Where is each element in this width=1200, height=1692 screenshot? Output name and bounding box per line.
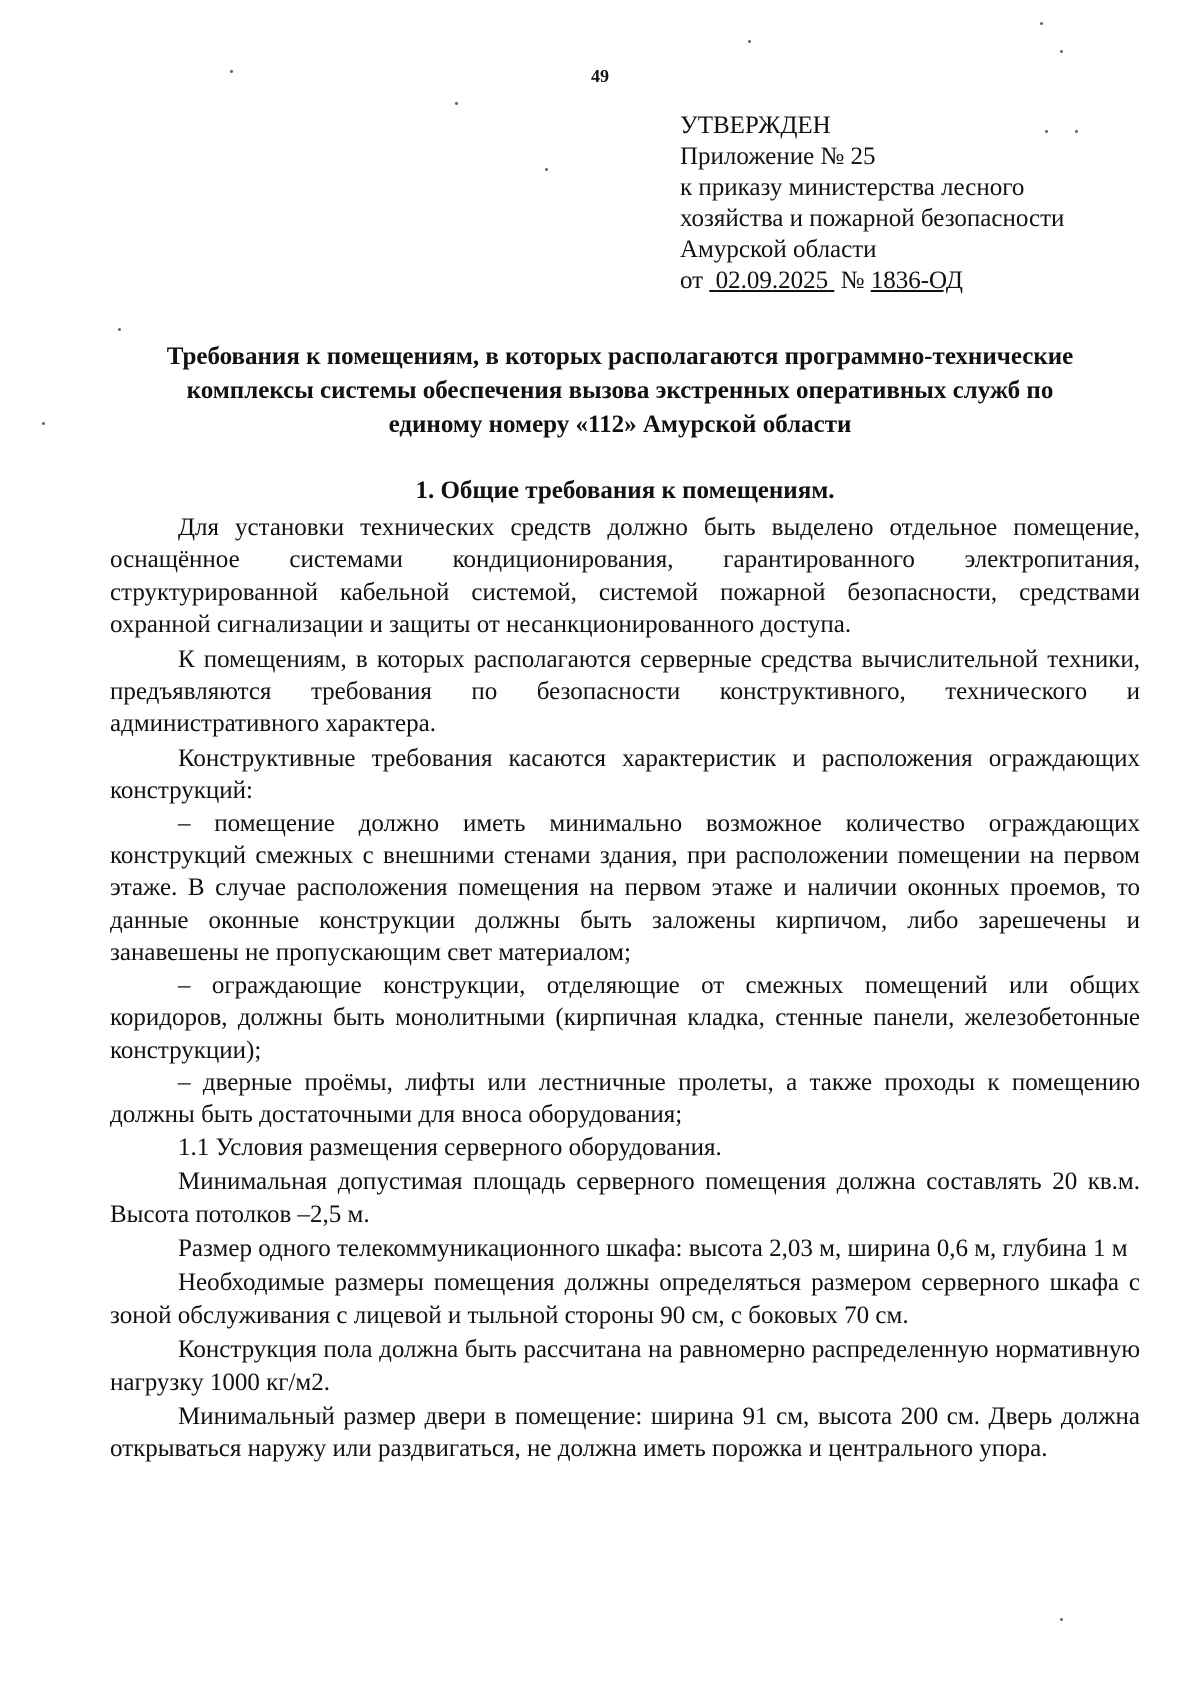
approval-number-label: № [834, 267, 871, 294]
approval-number: 1836-ОД [870, 267, 963, 294]
paragraph: Для установки технических средств должно быть выделено отдельное помещение, оснащённое системами кондиционирования, гарантированного электропитания, структурированной кабельной системой, системой пожарной безопасности, средствами охранной сигнализации и защиты от несанкционированного доступа. [110, 514, 1140, 639]
approval-prefix: от [680, 267, 710, 294]
scan-speck [1045, 130, 1048, 133]
paragraph: – дверные проёмы, лифты или лестничные пролеты, а также проходы к помещению должны быть достаточными для вноса оборудования; [110, 1068, 1140, 1129]
scan-speck [1040, 22, 1043, 25]
paragraph: К помещениям, в которых располагаются серверные средства вычислительной техники, предъявляются требования по безопасности конструктивного, технического и административного характера. [110, 645, 1140, 738]
title-line: комплексы системы обеспечения вызова экстренных оперативных служб по [186, 377, 1054, 404]
document-title [100, 340, 1140, 442]
approval-line: Амурской области [680, 236, 877, 263]
scan-speck [118, 328, 121, 331]
approval-block [680, 110, 1140, 296]
paragraph: Минимальная допустимая площадь серверного помещения должна составлять 20 кв.м. Высота потолков –2,5 м. [110, 1168, 1140, 1228]
scan-speck [230, 70, 233, 73]
section-heading: 1. Общие требования к помещениям. [415, 477, 835, 504]
approval-date-line [680, 265, 1140, 296]
scan-speck [455, 102, 458, 105]
approval-line: УТВЕРЖДЕН [680, 112, 831, 139]
page-number: 49 [591, 66, 609, 86]
title-line: единому номеру «112» Амурской области [388, 411, 852, 438]
scan-speck [1060, 1618, 1063, 1621]
document-body [110, 512, 1140, 1466]
approval-line: Приложение № 25 [680, 143, 876, 170]
paragraph: Конструкция пола должна быть рассчитана на равномерно распределенную нормативную нагрузку 1000 кг/м2. [110, 1336, 1140, 1396]
scan-speck [1075, 130, 1078, 133]
paragraph: Необходимые размеры помещения должны определяться размером серверного шкафа с зоной обслуживания с лицевой и тыльной стороны 90 см, с боковых 70 см. [110, 1269, 1140, 1329]
approval-line: хозяйства и пожарной безопасности [680, 205, 1065, 232]
scan-speck [545, 168, 548, 171]
scan-speck [42, 422, 45, 425]
paragraph: Минимальный размер двери в помещение: ширина 91 см, высота 200 см. Дверь должна открываться наружу или раздвигаться, не должна иметь порожка и центрального упора. [110, 1402, 1140, 1463]
approval-date: 02.09.2025 [715, 267, 829, 294]
scan-speck [748, 40, 751, 43]
approval-line: к приказу министерства лесного [680, 174, 1025, 201]
paragraph: 1.1 Условия размещения серверного оборудования. [178, 1133, 722, 1161]
paragraph: Размер одного телекоммуникационного шкафа: высота 2,03 м, ширина 0,6 м, глубина 1 м [178, 1234, 1128, 1262]
scan-speck [1060, 50, 1063, 53]
paragraph: – помещение должно иметь минимально возможное количество ограждающих конструкций смежных с внешними стенами здания, при расположении помещении на первом этаже. В случае расположения помещения на первом этаже и наличии оконных проемов, то данные оконные конструкции должны быть заложены кирпичом, либо зарешечены и занавешены не пропускающим свет материалом; [110, 809, 1140, 967]
paragraph: – ограждающие конструкции, отделяющие от смежных помещений или общих коридоров, должны быть монолитными (кирпичная кладка, стенные панели, железобетонные конструкции); [110, 971, 1140, 1064]
title-line: Требования к помещениям, в которых располагаются программно-технические [166, 343, 1074, 370]
paragraph: Конструктивные требования касаются характеристик и расположения ограждающих конструкций: [110, 744, 1140, 805]
